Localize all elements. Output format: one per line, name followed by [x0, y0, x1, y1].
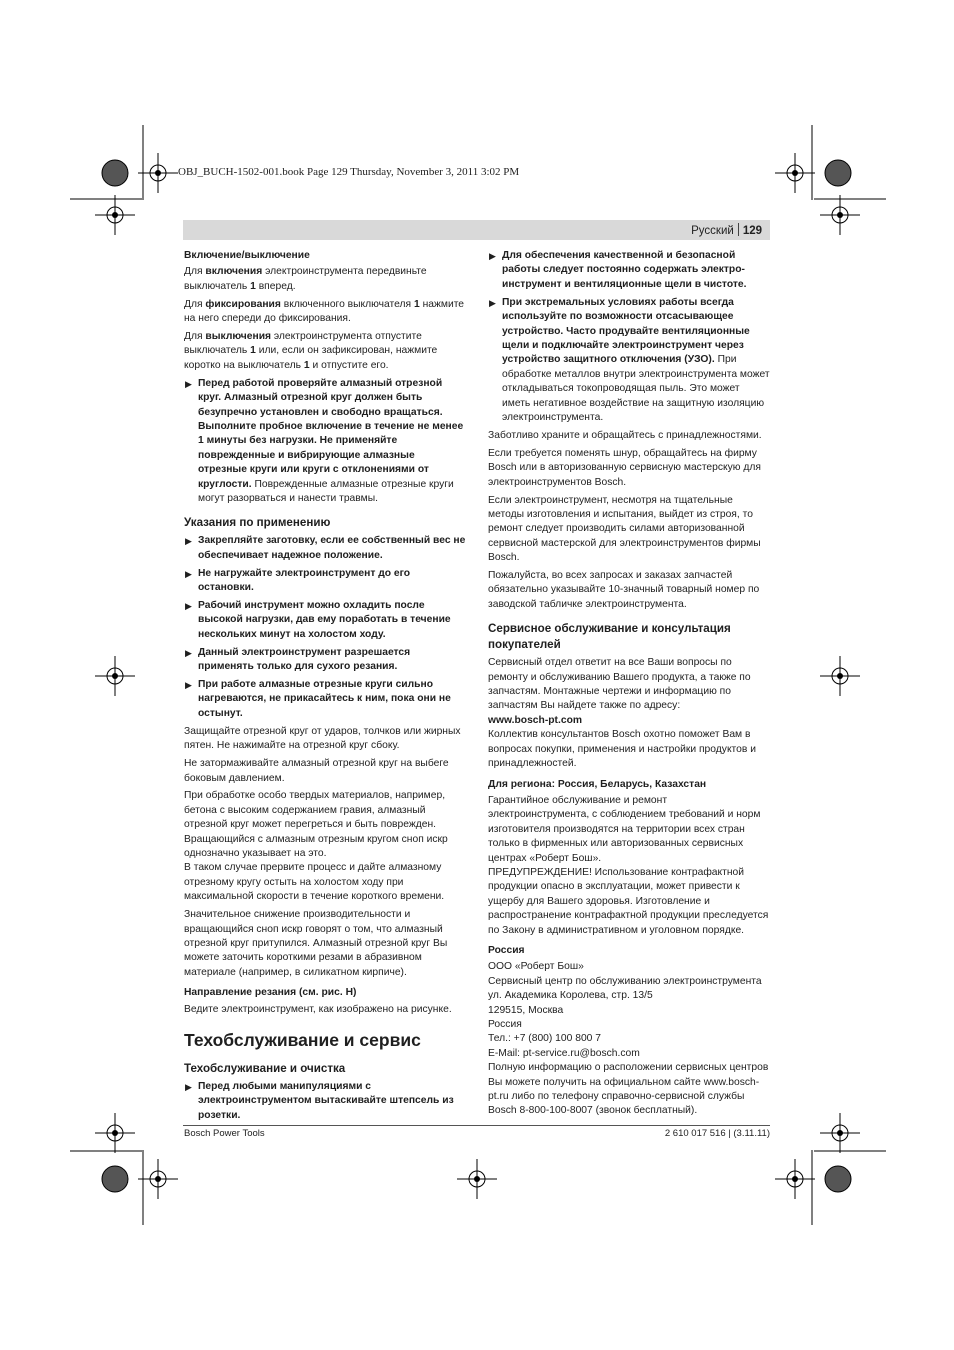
arrow-icon: ▶ — [185, 568, 192, 579]
maintenance-heading: Техобслуживание и очистка — [184, 1062, 346, 1075]
russia-heading: Россия — [488, 944, 525, 956]
arrow-icon: ▶ — [185, 680, 192, 691]
address-line: ул. Академика Королева, стр. 13/5 — [488, 990, 653, 1002]
fix-paragraph: Для фиксирования включенного выключателя 1 нажмите на него спереди до фиксирования. — [184, 298, 465, 325]
paragraph: Если электроинструмент, несмотря на тщательные методы изготовления и испытания, выйдет из строя, то ремонт следует производить силами авторизованной сервисной мастерской для электроинструментов фирмы Bosch. — [488, 494, 761, 564]
address-line: E-Mail: pt-service.ru@bosch.com — [488, 1047, 640, 1059]
list-item: ▶ При экстремальных условиях работы всегда используйте по возможности отсасывающее устройство. Часто продувайте вентиляционные щели и подключайте электроинструмент через устройство защитного отключения (УЗО). При обработке металлов внутри электроинструмента может откладываться токопроводящая пыль. Это может иметь негативное воздействие на защитную изоляцию электроинструмента. — [489, 296, 770, 423]
paragraph: Заботливо храните и обращайтесь с принадлежностями. — [488, 429, 762, 441]
list-item: ▶ Перед любыми манипуляциями с электроинструментом вытаскивайте штепсель из розетки. — [185, 1081, 454, 1121]
list-item: ▶ Данный электроинструмент разрешается применять только для сухого резания. — [185, 646, 411, 673]
footer-brand: Bosch Power Tools — [184, 1128, 265, 1139]
address-line: Тел.: +7 (800) 100 800 7 — [488, 1033, 601, 1045]
paragraph: Пожалуйста, во всех запросах и заказах запчастей обязательно указывайте 10-значный товарный номер по заводской табличке электроинструмента. — [488, 570, 760, 610]
footer-rule — [183, 1125, 770, 1126]
off-paragraph: Для выключения электроинструмента отпустите выключатель 1 или, если он зафиксирован, нажмите коротко на выключатель 1 и отпустите его. — [184, 331, 438, 371]
address-line: Сервисный центр по обслуживанию электроинструмента — [488, 975, 762, 987]
arrow-icon: ▶ — [489, 297, 496, 308]
service-url[interactable]: www.bosch-pt.com — [488, 714, 583, 726]
region-heading: Для региона: Россия, Беларусь, Казахстан — [488, 778, 707, 790]
address-line: Полную информацию о расположении сервисных центров Вы можете получить на официальном сайте www.bosch-pt.ru либо по телефону справочно-сервисной службы Bosch 8-800-100-8007 (звонок бесплатный). — [488, 1062, 769, 1117]
address-line: ООО «Роберт Бош» — [488, 961, 584, 973]
arrow-icon: ▶ — [185, 536, 192, 547]
right-column — [488, 249, 770, 1119]
warning-bullet: ▶ Перед работой проверяйте алмазный отрезной круг. Алмазный отрезной круг должен быть безупречно установлен и свободно вращаться. Выполните пробное включение в течение не менее 1 минуты без нагрузки. Не применяйте поврежденные и вибрирующие алмазные отрезные круги или круги с отклонениями от круглости. Поврежденные алмазные отрезные круги могут разорваться и нанести травмы. — [185, 377, 464, 504]
list-item: ▶ Закрепляйте заготовку, если ее собственный вес не обеспечивает надежное положение. — [185, 535, 466, 561]
address-line: 129515, Москва — [488, 1004, 564, 1016]
list-item: ▶ Для обеспечения качественной и безопасной работы следует постоянно содержать электро-инструмент и вентиляционные щели в чистоте. — [489, 250, 747, 290]
arrow-icon: ▶ — [185, 378, 192, 389]
paragraph: Защищайте отрезной круг от ударов, толчков или жирных пятен. Не нажимайте на отрезной круг сбоку. — [184, 725, 461, 752]
paragraph: Не затормаживайте алмазный отрезной круг на выбеге боковым давлением. — [184, 758, 449, 784]
language-label: Русский — [691, 225, 734, 237]
page-header-band — [183, 220, 770, 240]
footer-doc-number: 2 610 017 516 | (3.11.11) — [664, 1128, 770, 1139]
paragraph: ПРЕДУПРЕЖДЕНИЕ! Использование контрафактной продукции опасно в эксплуатации, может привести к ущербу для Вашего здоровья. Изготовление и распространение контрафактной продукции преследуется по Закону в административном и уголовном порядке. — [488, 866, 769, 936]
paragraph: Если требуется поменять шнур, обращайтесь на фирму Bosch или в авторизованную сервисную мастерскую для электроинструментов Bosch. — [488, 447, 761, 488]
list-item: ▶ Рабочий инструмент можно охладить после высокой нагрузки, дав ему поработать в течение нескольких минут на холостом ходу. — [185, 600, 451, 640]
paragraph: При обработке особо твердых материалов, например, бетона с высоким содержанием гравия, алмазный отрезной круг может перегреться и быть поврежден. Вращающийся с алмазным отрезным кругом сноп искр однозначно указывает на это. — [184, 790, 448, 860]
list-item: ▶ При работе алмазные отрезные круги сильно нагреваются, не прикасайтесь к ним, пока они не остынут. — [185, 679, 451, 719]
left-column — [184, 249, 466, 1127]
direction-heading: Направление резания (см. рис. H) — [184, 987, 357, 999]
arrow-icon: ▶ — [185, 1082, 192, 1092]
on-paragraph: Для включения электроинструмента передвиньте выключатель 1 вперед. — [184, 266, 427, 292]
usage-heading: Указания по применению — [184, 516, 331, 530]
address-line: Россия — [488, 1019, 522, 1030]
paragraph: В таком случае прервите процесс и дайте алмазному отрезному кругу остыть на холостом ходу при максимальной скорости в течение короткого времени. — [184, 862, 445, 903]
arrow-icon: ▶ — [489, 251, 496, 261]
arrow-icon: ▶ — [185, 601, 192, 612]
file-header: OBJ_BUCH-1502-001.book Page 129 Thursday, November 3, 2011 3:02 PM — [178, 166, 520, 178]
address-block — [488, 960, 770, 1118]
paragraph: Гарантийное обслуживание и ремонт электроинструмента, с соблюдением требований и норм изготовителя производятся на территории всех стран только в фирменных или авторизованных сервисных центрах «Роберт Бош». — [488, 794, 761, 864]
paragraph: Ведите электроинструмент, как изображено на рисунке. — [184, 1003, 452, 1015]
paragraph: Коллектив консультантов Bosch охотно поможет Вам в вопросах покупки, применения и настройки продуктов и принадлежностей. — [488, 729, 756, 770]
paragraph: Значительное снижение производительности и вращающийся сноп искр говорят о том, что алмазный отрезной круг притупился. Алмазный отрезной круг Вы можете заточить короткими резами в абразивном материале (например, в силикатном кирпиче). — [184, 909, 448, 978]
page-number: 129 — [742, 225, 762, 237]
page-label — [691, 223, 762, 237]
onoff-heading: Включение/выключение — [184, 250, 310, 261]
list-item: ▶ Не нагружайте электроинструмент до его остановки. — [185, 567, 411, 594]
arrow-icon: ▶ — [185, 647, 192, 658]
paragraph: Сервисный отдел ответит на все Ваши вопросы по ремонту и обслуживанию Вашего продукта, а также по запчастям. Монтажные чертежи и информацию по запчастям Вы найдете также по адресу: — [488, 657, 751, 712]
service-heading: Сервисное обслуживание и консультация покупателей — [488, 622, 731, 652]
service-section-title: Техобслуживание и сервис — [184, 1030, 421, 1050]
